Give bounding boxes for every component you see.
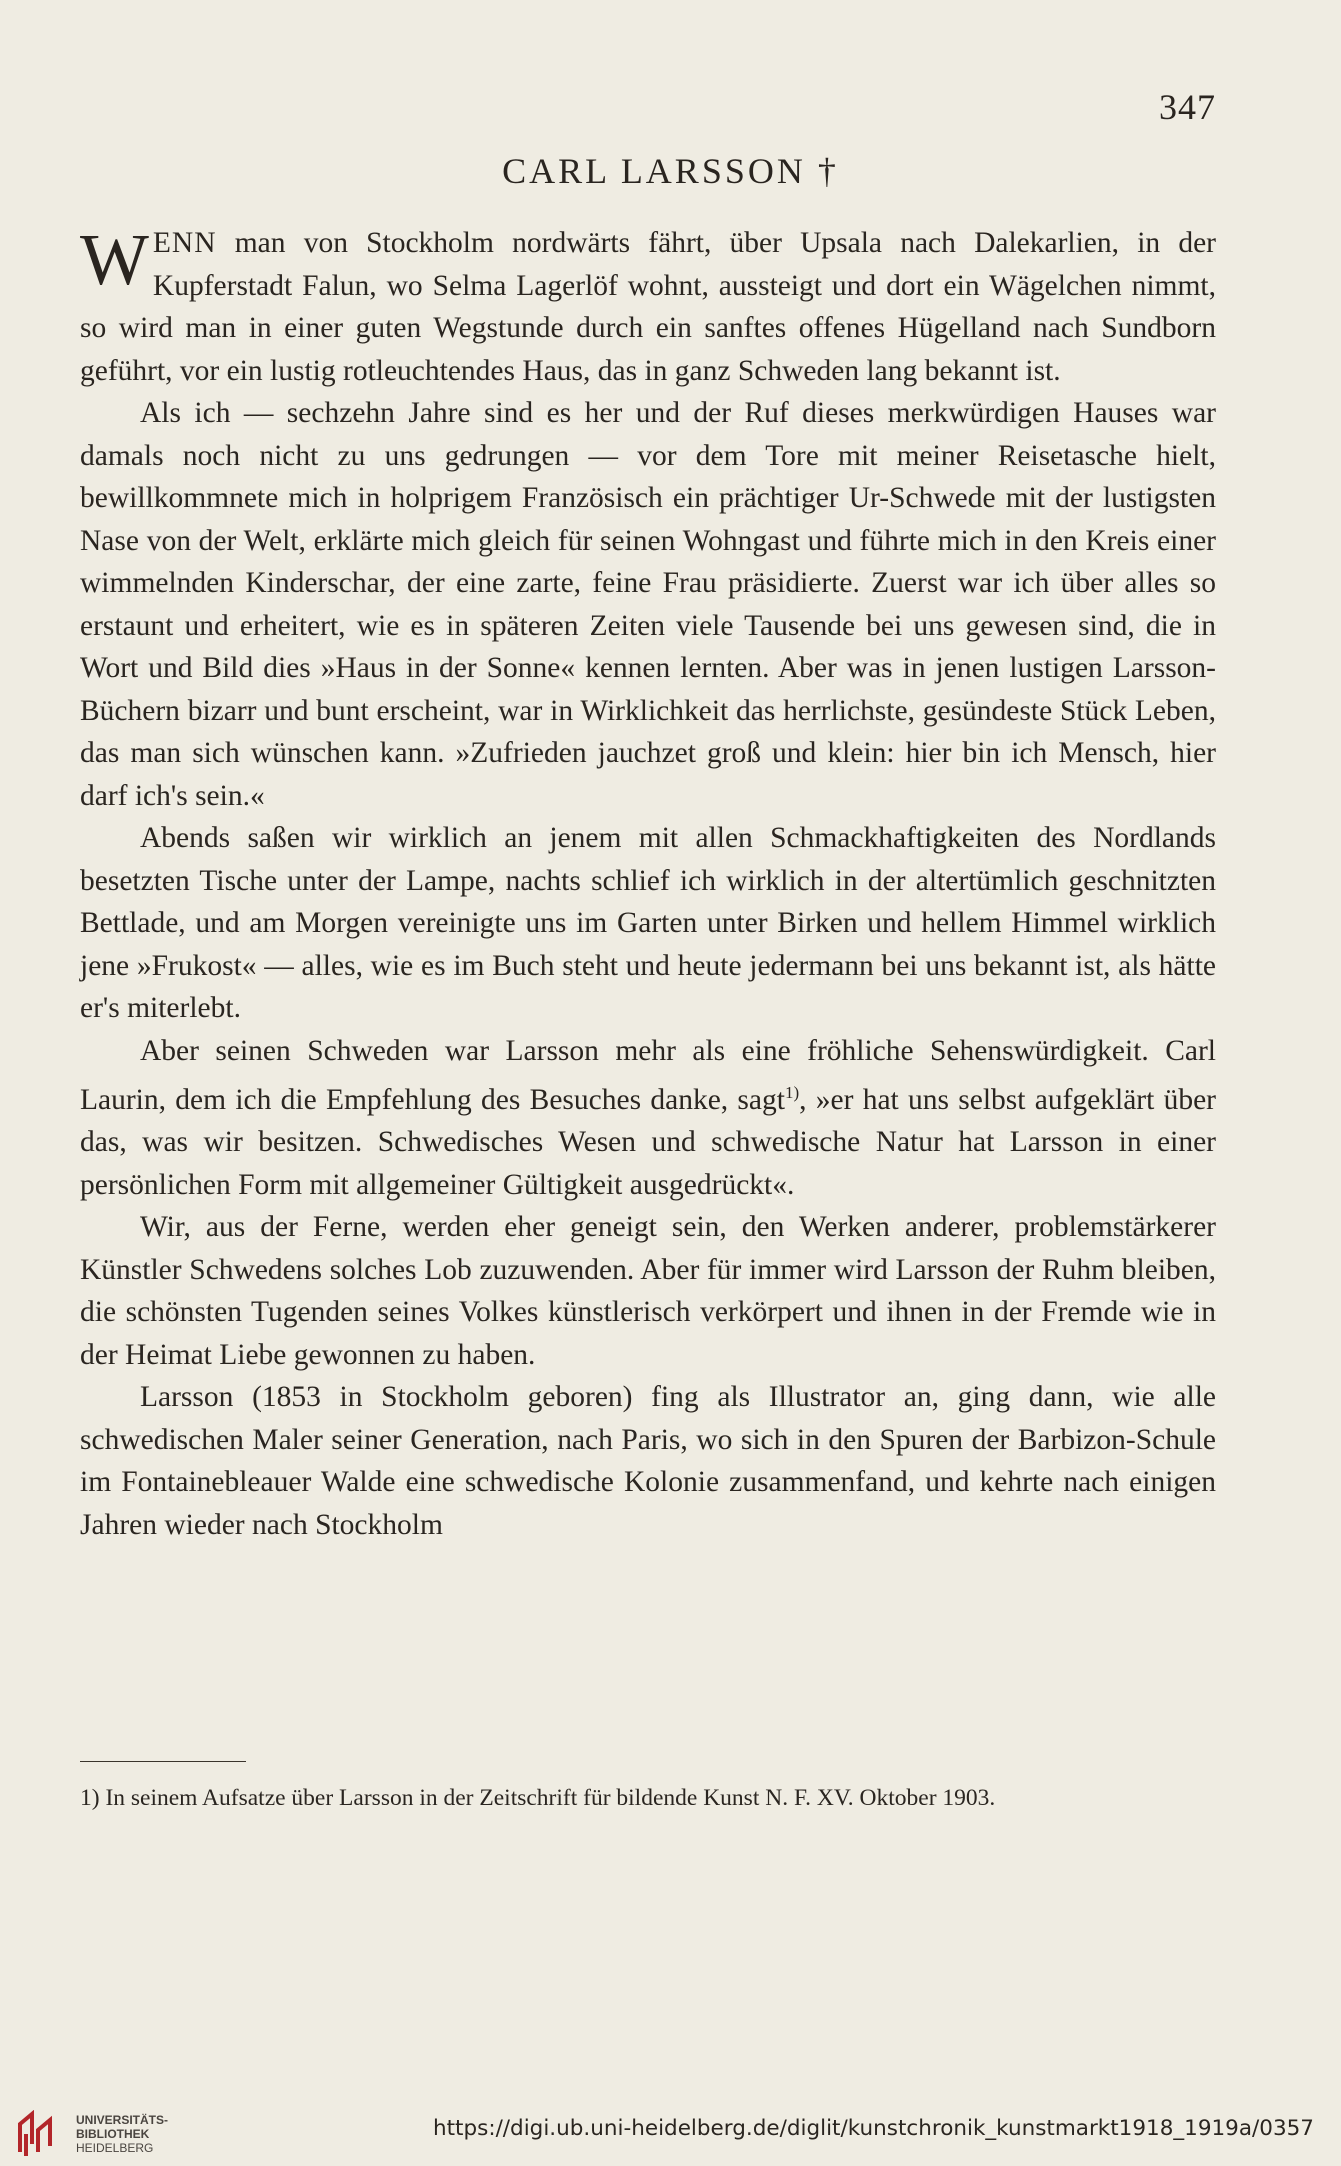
paragraph-2: Als ich — sechzehn Jahre sind es her und der Ruf dieses merkwürdigen Hauses war damals noch nicht zu uns gedrungen — vor dem Tore mit meiner Reisetasche hielt, bewillkommnete mich in holprigem Französisch ein prächtiger Ur-Schwede mit der lustigsten Nase von der Welt, erklärte mich gleich für seinen Wohngast und führte mich in den Kreis einer wimmelnden Kinderschar, der eine zarte, feine Frau präsidierte. Zuerst war ich über alles so erstaunt und erheitert, wie es in späteren Zeiten viele Tausende bei uns gewesen sind, die in Wort und Bild dies »Haus in der Sonne« kennen lernten. Aber was in jenen lustigen Larsson-Büchern bizarr und bunt erscheint, war in Wirklichkeit das herrlichste, gesündeste Stück Leben, das man sich wünschen kann. »Zufrieden jauchzet groß und klein: hier bin ich Mensch, hier darf ich's sein.«	[80, 397, 1216, 812]
paragraph-3: Abends saßen wir wirklich an jenem mit allen Schmackhaftigkeiten des Nordlands besetzten Tische unter der Lampe, nachts schlief ich wirklich in der altertümlich geschnitzten Bettlade, und am Morgen vereinigte uns im Garten unter Birken und hellem Himmel wirklich jene »Frukost« — alles, wie es im Buch steht und heute jedermann bei uns bekannt ist, als hätte er's miterlebt.	[80, 822, 1216, 1024]
library-logo-text	[76, 2113, 168, 2155]
paragraph-4-text-a: Aber seinen Schweden war Larsson mehr als eine fröhliche Sehenswürdigkeit. Carl Laurin, dem ich die Empfehlung des Besuches danke, sagt	[80, 1034, 1216, 1116]
paragraph-4	[80, 1030, 1216, 1207]
drop-cap: W	[80, 219, 147, 300]
paragraph-1-text: man von Stockholm nordwärts fährt, über Upsala nach Dalekarlien, in der Kupferstadt Falun, wo Selma Lagerlöf wohnt, aussteigt und dort ein Wägelchen nimmt, so wird man in einer guten Wegstunde durch ein sanftes offenes Hügelland nach Sundborn geführt, vor ein lustig rotleuchtendes Haus, das in ganz Schweden lang bekannt ist.	[80, 227, 1216, 387]
paragraph-1	[80, 219, 1216, 392]
footnote: 1) In seinem Aufsatze über Larsson in der Zeitschrift für bildende Kunst N. F. XV. Oktober 1903.	[80, 1785, 996, 1811]
opening-caps: ENN	[152, 227, 217, 259]
footnote-divider	[80, 1761, 246, 1762]
library-logo[interactable]	[16, 2110, 186, 2156]
footnote-reference: 1)	[784, 1083, 800, 1102]
paragraph-5: Wir, aus der Ferne, werden eher geneigt sein, den Werken anderer, problemstärkerer Künstler Schwedens solches Lob zuzuwenden. Aber für immer wird Larsson der Ruhm bleiben, die schönsten Tugenden seines Volkes künstlerisch verkörpert und ihnen in der Fremde wie in der Heimat Liebe gewonnen zu haben.	[80, 1211, 1216, 1371]
paragraph-6: Larsson (1853 in Stockholm geboren) fing als Illustrator an, ging dann, wie alle schwedischen Maler seiner Generation, nach Paris, wo sich in den Spuren der Barbizon-Schule im Fontainebleauer Walde eine schwedische Kolonie zusammenfand, und kehrte nach einigen Jahren wieder nach Stockholm	[80, 1381, 1216, 1541]
paragraph-4-text-b: , »er hat uns selbst aufgeklärt über das, was wir besitzen. Schwedisches Wesen und schwedische Natur hat Larsson in einer persönlichen Form mit allgemeiner Gültigkeit ausgedrückt«.	[80, 1083, 1216, 1201]
page-number: 347	[1159, 87, 1216, 127]
source-url-link[interactable]: https://digi.ub.uni-heidelberg.de/diglit/kunstchronik_kunstmarkt1918_1919a/0357	[432, 2116, 1314, 2141]
article-body	[80, 219, 1216, 1546]
library-logo-line-3: HEIDELBERG	[76, 2141, 154, 2155]
library-logo-line-1: UNIVERSITÄTS-	[76, 2113, 169, 2127]
library-logo-icon	[16, 2110, 56, 2156]
library-logo-line-2: BIBLIOTHEK	[76, 2127, 150, 2141]
article-title: CARL LARSSON †	[502, 151, 839, 191]
